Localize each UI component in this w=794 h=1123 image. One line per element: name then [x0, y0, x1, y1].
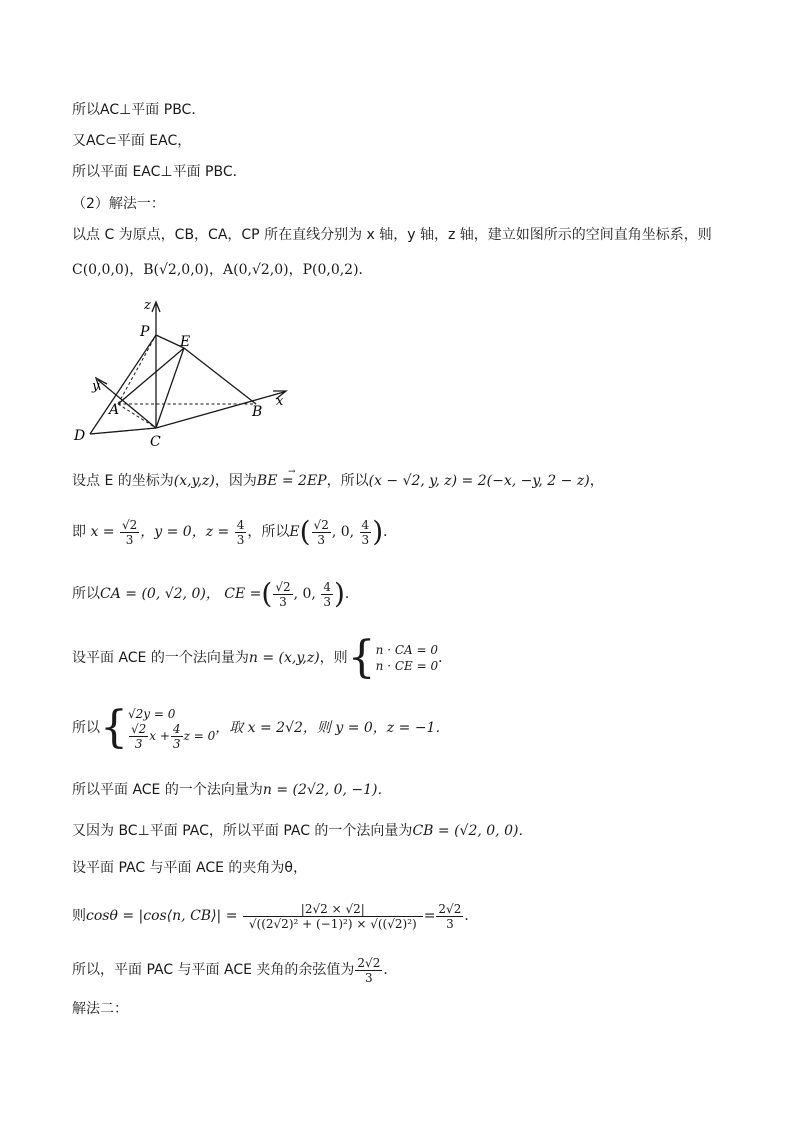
line-solve-E: 即 x = $\frac{√2}{3}$ ，y = 0，z = $\frac{4}{3}$ ，所以E( $\frac{√2}{3}$ , 0, $\frac{4}{3}$ )． — [72, 515, 398, 548]
line-E-coordinates: 设点 E 的坐标为(x,y,z)，因为→ BE = 2EP，所以(x − √2, y, z) = 2(−x, −y, 2 − z)， — [72, 470, 604, 492]
line-ac-in-eac: 又AC⊂平面 EAC， — [72, 133, 192, 149]
label-A: A — [109, 402, 120, 418]
line-cos-theta: 则cosθ = |cos⟨n, CB⟩| = $\frac{|2√2 \times √2|}{\text{√((2√2)² + (−1)²) × √((√2)²)}}$ = $\frac{2√2}{3}$ ． — [72, 901, 479, 931]
line-eac-perp-pbc: 所以平面 EAC⊥平面 PBC． — [72, 164, 247, 180]
label-x: x — [276, 394, 284, 409]
label-y: y — [92, 379, 100, 394]
line-point-coordinates: C(0,0,0)，B(√2,0,0)，A(0,√2,0)，P(0,0,2)． — [72, 262, 373, 278]
system-equations: √2y = 0 $\frac{√2}{3}$ x + $\frac{4}{3}$ z = 0 — [128, 706, 216, 751]
system-n-dot: n · CA = 0 n · CE = 0 — [375, 643, 439, 673]
label-D: D — [74, 428, 86, 444]
frac-sqrt2-over-3: $\frac{√2}{3}$ — [121, 517, 138, 547]
line-method2: 解法二： — [72, 1001, 128, 1017]
line-cosine-answer: 所以，平面 PAC 与平面 ACE 夹角的余弦值为 $\frac{2√2}{3}$ ． — [72, 955, 398, 985]
line-normal-vector-setup: 设平面 ACE 的一个法向量为n = (x,y,z)，则{ n · CA = 0 n · CE = 0 ． — [72, 632, 453, 683]
line-angle-theta: 设平面 PAC 与平面 ACE 的夹角为θ， — [72, 860, 307, 876]
label-z: z — [144, 298, 151, 313]
label-C: C — [150, 434, 161, 450]
geometry-figure — [72, 292, 302, 452]
line-normal-vector-PAC: 又因为 BC⊥平面 PAC，所以平面 PAC 的一个法向量为CB = (√2, 0, 0)． — [72, 823, 533, 839]
label-P: P — [140, 324, 150, 340]
line-part2-method1: （2）解法一： — [72, 196, 165, 212]
line-ac-perp-pbc: 所以AC⊥平面 PBC． — [72, 102, 206, 118]
line-system-solve: 所以{ √2y = 0 $\frac{√2}{3}$ x + $\frac{4}{3}$ z = 0 ，取 x = 2√2，则 y = 0，z = −1． — [72, 702, 450, 753]
line-coordinate-setup: 以点 C 为原点，CB，CA，CP 所在直线分别为 x 轴，y 轴，z 轴，建立如图所示的空间直角坐标系，则 — [72, 227, 712, 243]
line-normal-vector-ACE: 所以平面 ACE 的一个法向量为n = (2√2, 0, −1)． — [72, 782, 392, 798]
label-B: B — [252, 404, 263, 420]
line-vectors-CA-CE: 所以CA = (0, √2, 0)， CE =( $\frac{√2}{3}$ , 0, $\frac{4}{3}$ )． — [72, 577, 359, 610]
frac-4-over-3: $\frac{4}{3}$ — [236, 517, 245, 547]
label-E: E — [180, 334, 191, 350]
frac-cos-computation: $\frac{|2√2 \times √2|}{\text{√((2√2)² + (−1)²) × √((√2)²)}}$ — [243, 902, 423, 931]
